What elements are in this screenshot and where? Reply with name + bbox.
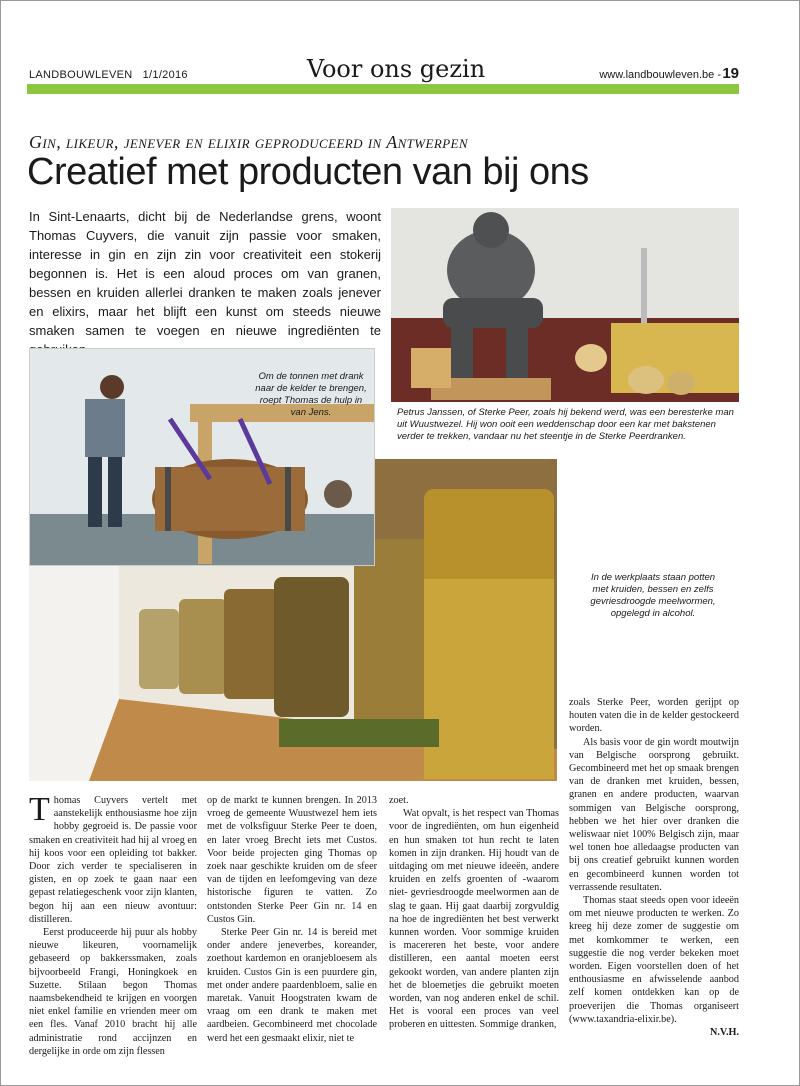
body-paragraph: Eerst produceerde hij puur als hobby nieuwe likeuren, voornamelijk gebaseerd op bakkerssmaken, zoals bijvoorbeeld Frangi, Honingkoek en Suzette. Stilaan begon Thomas naamsbekendheid te krijgen en voorgen niet enkel familie en vrienden meer om een fles. Vanaf 2010 bracht hij alle administratie rond accijnzen en dergelijke in orde om zijn flessen: [29, 927, 197, 1057]
page-number: 19: [722, 65, 739, 82]
masthead-paper-date: [29, 69, 188, 81]
article-kicker: Gin, likeur, jenever en elixir geproduceerd in Antwerpen: [29, 132, 468, 152]
body-column-3: [389, 794, 559, 1032]
paper-name: LANDBOUWLEVEN: [29, 69, 133, 81]
paper-url: www.landbouwleven.be -: [599, 69, 721, 81]
body-column-4: [569, 696, 739, 1039]
body-paragraph: [29, 791, 197, 926]
statue-illustration: [391, 208, 739, 402]
workshop-caption: In de werkplaats staan potten met kruiden, bessen en zelfs gevriesdroogde meelwormen, opgelegd in alcohol.: [590, 572, 716, 619]
article-headline: Creatief met producten van bij ons: [27, 151, 589, 193]
author-signoff: N.V.H.: [710, 1027, 739, 1039]
body-paragraph: Als basis voor de gin wordt moutwijn van Belgische oorsprong gebruikt. Gecombineerd met het op smaak brengen van de dranken met kruiden, bessen, granen en andere producten, waarvan sommigen van Belgische oorsprong, hebben we het hier over dranken die weliswaar niet 100% Belgisch zijn, maar wel tonen hoe alledaagse producten van bij ons creatief gebruikt kunnen worden en gecombineerd kunnen worden tot verrassende resultaten.: [569, 736, 739, 893]
section-color-bar: [27, 84, 739, 94]
body-paragraph: zoals Sterke Peer, worden gerijpt op houten vaten die in de kelder gestockeerd worden.: [569, 697, 739, 735]
body-paragraph: zoet.: [389, 795, 409, 806]
drop-cap: T: [29, 791, 50, 828]
body-paragraph: op de markt te kunnen brengen. In 2013 vroeg de gemeente Wuustwezel hem iets met de volksfiguur Sterke Peer te doen, en later vroeg Brecht iets met Custos. Voor beide projecten ging Thomas op zoek naar geschikte kruiden om de sfeer van de tijden en leefomgeving van deze historische figuren te vatten. Zo ontstonden Sterke Peer Gin nr. 14 en Custos Gin.: [207, 795, 377, 925]
statue-caption: Petrus Janssen, of Sterke Peer, zoals hij bekend werd, was een beresterke man uit Wuustwezel. Hij won ooit een weddenschap door een kar met bakstenen verder te trekken, vandaar nu het steentje in de Sterke Peerdranken.: [397, 407, 734, 442]
body-paragraph: Wat opvalt, is het respect van Thomas voor de ingrediënten, om hun eigenheid en hun smaken tot hun recht te laten komen in zijn dranken. Hij houdt van de uitdaging om met nieuwe ideeën, andere kruiden en zelfs groenten of -waarom niet- gevriesdroogde meelwormen aan de slag te gaan. Hij gaat daarbij zorgvuldig na hoe de ingrediënten het best verwerkt kunnen worden. Voor sommige kruiden is macereren het beste, voor andere distilleren, een aantal moeten eerst gekookt worden, van andere planten zijn het de bloemetjes die gebruikt moeten worden, van nog anderen enkel de schil. Het is vooral een proces van veel proberen en uittesten. Sommige dranken,: [389, 808, 559, 1031]
body-paragraph: Sterke Peer Gin nr. 14 is bereid met onder andere jeneverbes, koreander, zoethout kardemon en oranjebloesem als kruiden. Custos Gin is een puurdere gin, met onder andere paardenbloem, salie en maretak. Vanuit Hoogstraten kwam de vraag om een drank te maken met aardbeien. Gecombineerd met chocolade werd het een gesmaakt elixir, niet te: [207, 927, 377, 1044]
section-title: Voor ons gezin: [306, 55, 486, 83]
body-paragraph: Thomas staat steeds open voor ideeën om met nieuwe producten te werken. Zo kreeg hij deze zomer de suggestie om met komkommer te werken, een suggestie die nog verder bekeken moet worden. Eigen voorstellen doen of het enthousiasme en afwisselende aanbod zelf komen ontdekken kan op de proeverijen die Thomas organiseert (www.taxandria-elixir.be).: [569, 895, 739, 1025]
body-column-1: [29, 791, 197, 1058]
body-column-2: [207, 794, 377, 1045]
barrel-caption: Om de tonnen met drank naar de kelder te brengen, roept Thomas de hulp in van Jens.: [255, 371, 367, 418]
issue-date: 1/1/2016: [142, 69, 188, 81]
statue-photo: [391, 208, 739, 402]
paragraph-text: homas Cuyvers vertelt met aanstekelijk enthousiasme hoe zijn hobby gegroeid is. De passie voor smaken en creativiteit had hij al vroeg en hij koos voor een opleiding tot bakker. Door zich verder te specialiseren in gisten, en op zoek te gaan naar een gepast relatiegeschenk voor zijn klanten, begon hij aan een nieuw avontuur: distilleren.: [29, 795, 197, 925]
article-lead: In Sint-Lenaarts, dicht bij de Nederlandse grens, woont Thomas Cuyvers, die vanuit zijn passie voor smaken, interesse in gin en zijn zin voor creativiteit een stokerij begonnen is. Het is een aloud proces om van granen, bessen en kruiden allerlei dranken te maken zoals jenever en elixirs, maar het blijft een kunst om steeds nieuwe smaken samen te voegen en nieuwe ingrediënten te: [29, 209, 381, 338]
